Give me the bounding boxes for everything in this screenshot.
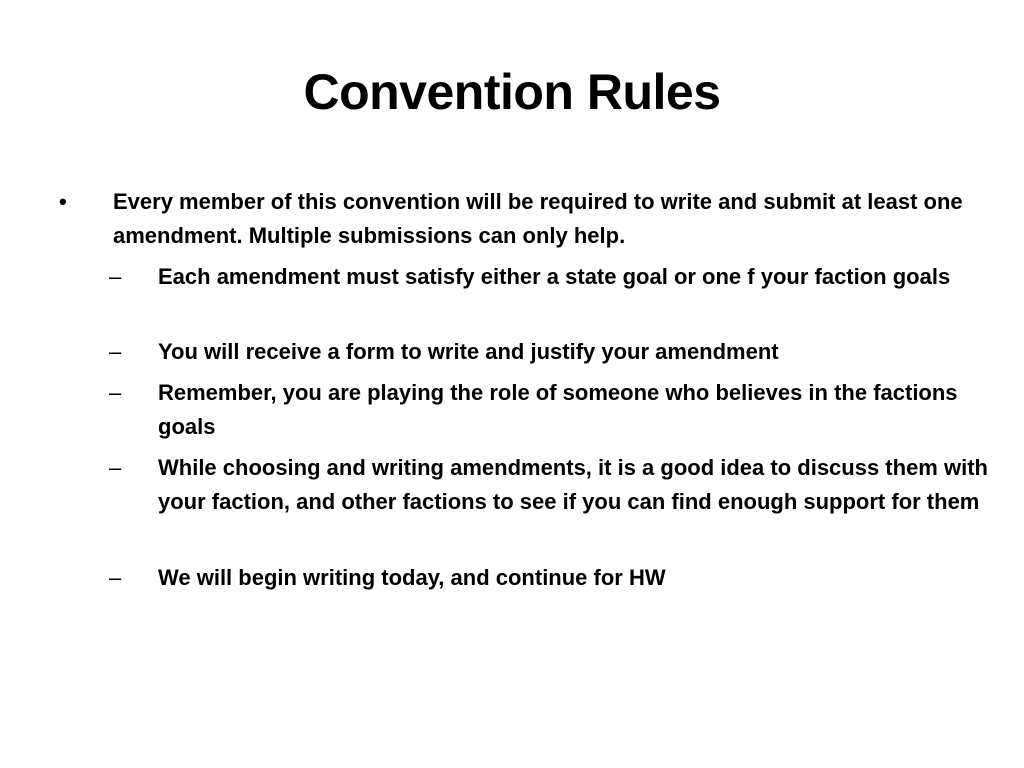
sub-bullet-item: Each amendment must satisfy either a state goal or one f your faction goals [158,264,951,289]
sub-bullet-item: Remember, you are playing the role of someone who believes in the factions goals [158,380,958,439]
dash-icon: – [109,380,122,405]
sub-bullet-item: We will begin writing today, and continue for HW [158,565,666,590]
dash-icon: – [109,264,122,289]
dash-icon: – [109,455,122,480]
slide-title: Convention Rules [303,64,721,120]
bullet-item: Every member of this convention will be required to write and submit at least one amendment. Multiple submissions can only help. [113,189,963,248]
sub-bullet-item: While choosing and writing amendments, it is a good idea to discuss them with your faction, and other factions to see if you can find enough support for them [158,455,988,514]
dash-icon: – [109,565,122,590]
dash-icon: – [109,339,122,364]
sub-bullet-item: You will receive a form to write and justify your amendment [158,339,779,364]
bullet-dot-icon: • [59,189,67,214]
